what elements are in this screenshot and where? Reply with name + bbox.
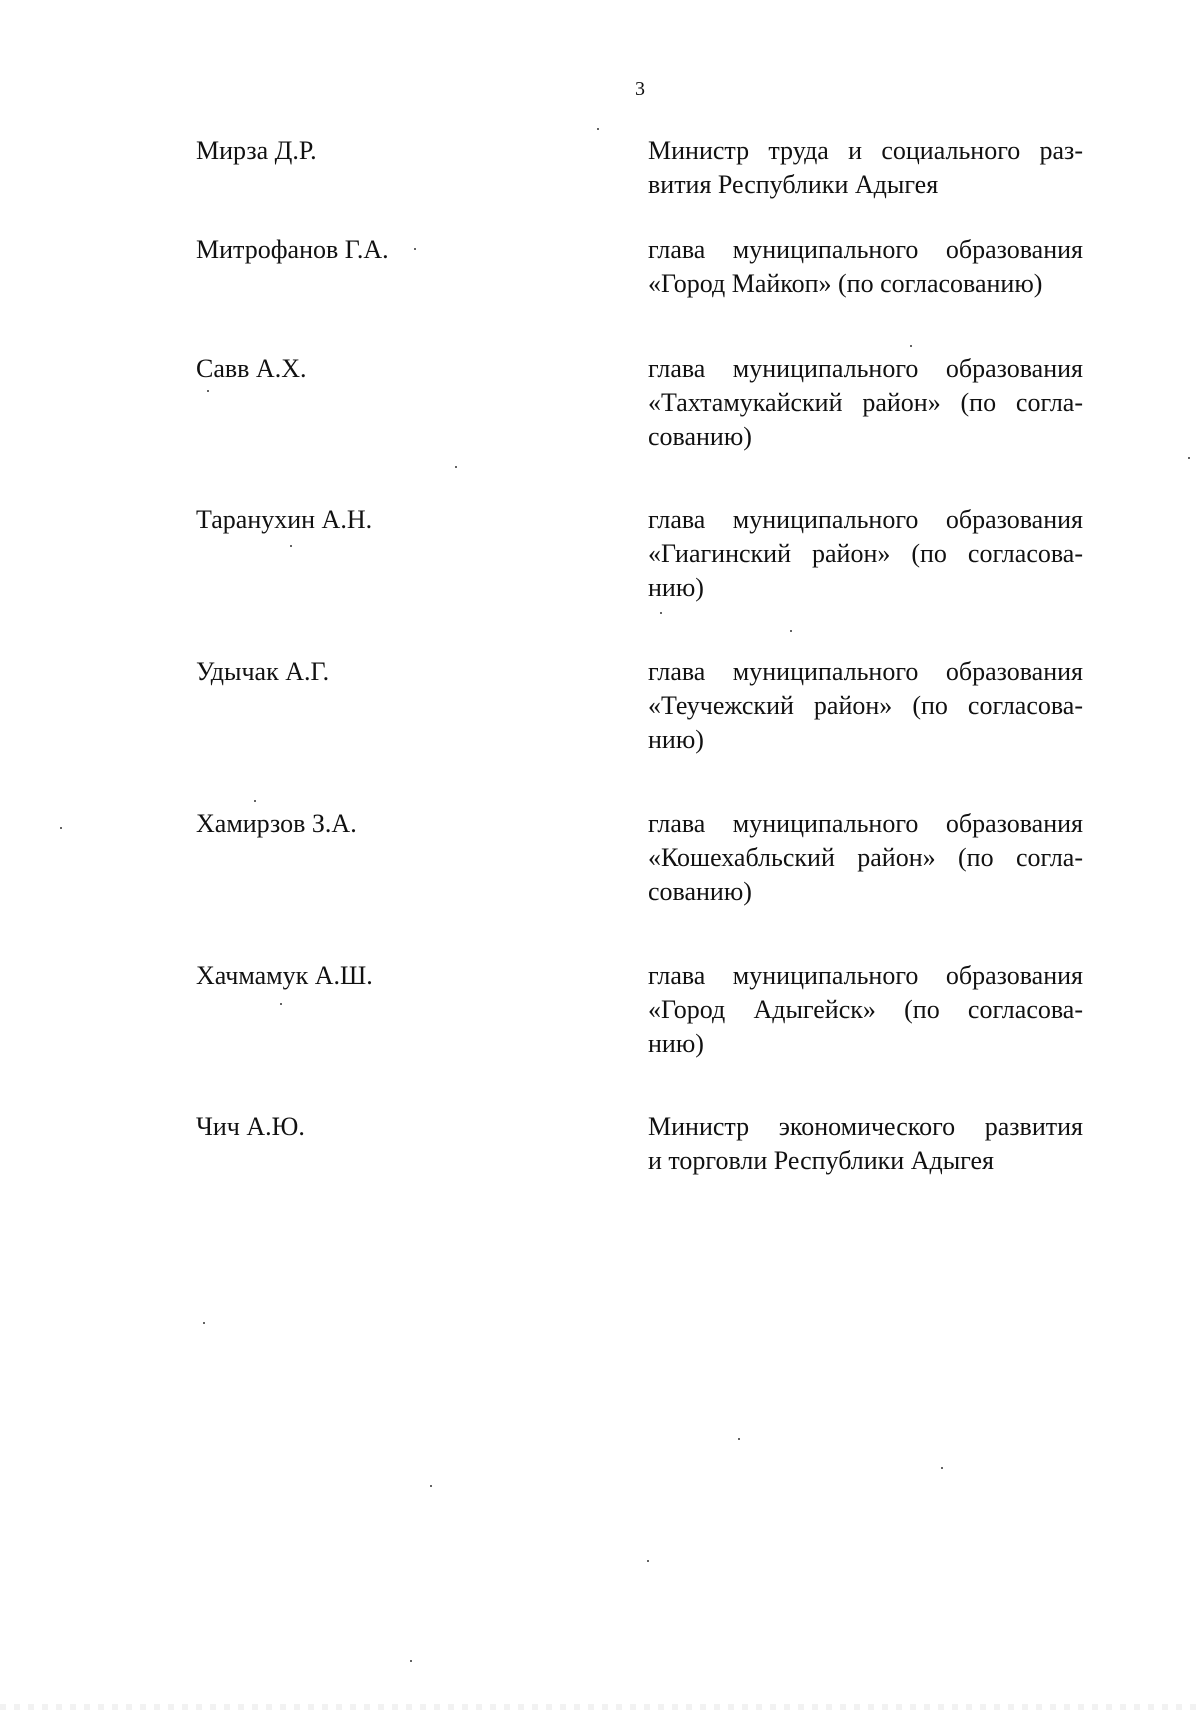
position-line: «Кошехабльский район» (по согла- [648,843,1083,872]
position-line: Министр экономического развития [648,1112,1083,1141]
position-line: «Теучежский район» (по согласова- [648,691,1083,720]
position-line: вития Республики Адыгея [648,170,939,199]
position-line: глава муниципального образования [648,235,1083,264]
scan-speck [414,248,416,250]
scan-speck [207,390,209,392]
member-position [648,503,1083,605]
scan-edge [0,1704,1200,1710]
member-name: Таранухин А.Н. [196,505,373,534]
scan-speck [910,345,912,347]
scan-speck [290,545,292,547]
position-line: глава муниципального образования [648,657,1083,686]
position-line: «Гиагинский район» (по согласова- [648,539,1083,568]
scan-speck [941,1467,943,1469]
scan-speck [455,466,457,468]
position-line: нию) [648,1029,704,1058]
position-line: Министр труда и социального раз- [648,136,1083,165]
position-line: нию) [648,573,704,602]
scan-speck [738,1438,740,1440]
position-line: глава муниципального образования [648,505,1083,534]
scan-speck [430,1485,432,1487]
member-name: Чич А.Ю. [196,1112,305,1141]
scan-speck [597,128,599,130]
scan-speck [254,800,256,802]
scan-speck [1188,457,1190,459]
scan-speck [790,630,792,632]
position-line: сованию) [648,877,752,906]
position-line: нию) [648,725,704,754]
scan-speck [203,1322,205,1324]
position-line: «Тахтамукайский район» (по согла- [648,388,1083,417]
member-name: Удычак А.Г. [196,657,330,686]
position-line: «Город Адыгейск» (по согласова- [648,995,1083,1024]
member-position [648,655,1083,757]
position-line: глава муниципального образования [648,809,1083,838]
position-line: и торговли Республики Адыгея [648,1146,994,1175]
scan-speck [60,827,62,829]
scan-speck [280,1003,282,1005]
position-line: «Город Майкоп» (по согласованию) [648,269,1043,298]
position-line: глава муниципального образования [648,961,1083,990]
member-name: Митрофанов Г.А. [196,235,389,264]
scan-speck [410,1660,412,1662]
member-position [648,807,1083,909]
member-position [648,134,1083,202]
member-name: Хачмамук А.Ш. [196,961,373,990]
member-position [648,959,1083,1061]
position-line: глава муниципального образования [648,354,1083,383]
member-name: Хамирзов З.А. [196,809,357,838]
member-name: Савв А.Х. [196,354,307,383]
page-number: 3 [635,78,645,100]
position-line: сованию) [648,422,752,451]
scan-speck [660,612,662,614]
member-position [648,233,1083,301]
scan-speck [647,1560,649,1562]
member-position [648,352,1083,454]
member-name: Мирза Д.Р. [196,136,317,165]
member-position [648,1110,1083,1178]
